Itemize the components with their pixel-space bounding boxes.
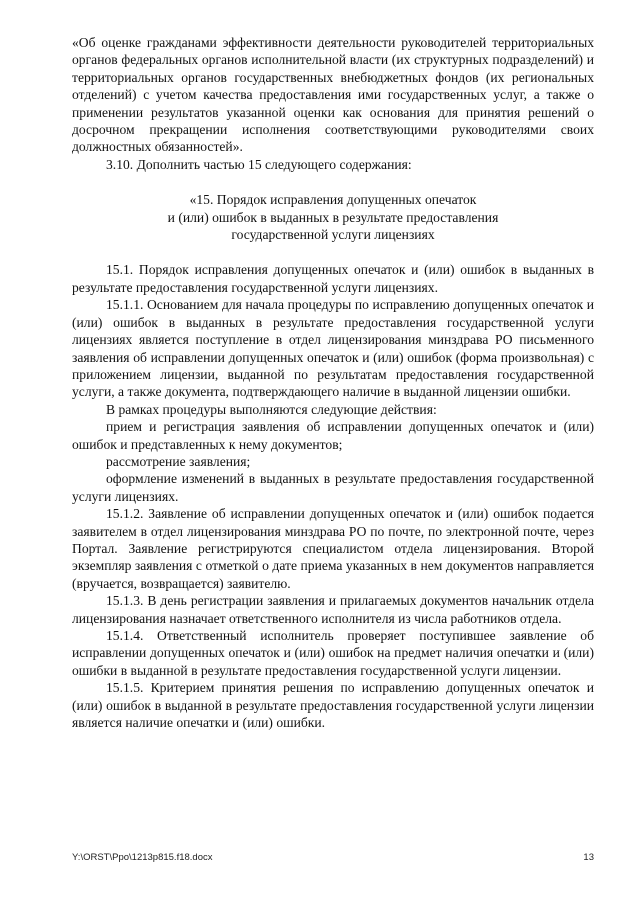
paragraph-15-1-1: 15.1.1. Основанием для начала процедуры по исправлению допущенных опечаток и (или) ошибок в выданных в результате предоставления государственной услуги лицензиях является поступление в отдел лицензирования минздрава РО письменного заявления об исправлении допущенных опечаток и (или) ошибок (форма произвольная) с приложением лицензии, выданной по результатам предоставления государственной услуги, а также документа, подтверждающего наличие в выданной лицензии ошибки.: [72, 297, 594, 400]
paragraph-15-1: 15.1. Порядок исправления допущенных опечаток и (или) ошибок в выданных в результате предоставления государственной услуги лицензиях.: [72, 262, 594, 295]
paragraph-15-1-2: 15.1.2. Заявление об исправлении допущенных опечаток и (или) ошибок подается заявителем в отдел лицензирования минздрава РО по почте, по электронной почте, через Портал. Заявление регистрируются специалистом отдела лицензирования. Второй экземпляр заявления с отметкой о дате приема указанных в нем документов направляется (вручается, возвращается) заявителю.: [72, 506, 594, 591]
section-heading-line-2: и (или) ошибок в выданных в результате предоставления: [167, 209, 499, 225]
section-heading-line-1: «15. Порядок исправления допущенных опечаток: [189, 192, 477, 208]
footer-file-path: Y:\ORST\Ppo\1213p815.f18.docx: [72, 852, 213, 863]
paragraph-procedure-actions: В рамках процедуры выполняются следующие действия:: [106, 401, 437, 417]
list-item-changes: оформление изменений в выданных в результате предоставления государственной услуги лицензиях.: [72, 471, 594, 504]
page-number: 13: [583, 852, 594, 863]
paragraph-quote-title: «Об оценке гражданами эффективности деятельности руководителей территориальных органов федеральных органов исполнительной власти (их структурных подразделений) и территориальных органов государственных внебюджетных фондов (их региональных отделений) с учетом качества предоставления ими государственных услуг, а также о применении результатов указанной оценки как основания для принятия решений о досрочном прекращении исполнения соответствующими руководителями своих должностных обязанностей».: [72, 35, 594, 155]
section-heading-line-3: государственной услуги лицензиях: [231, 227, 435, 243]
paragraph-15-1-5: 15.1.5. Критерием принятия решения по исправлению допущенных опечаток и (или) ошибок в выданной в результате предоставления государственной услуги лицензии является наличие опечатки и (или) ошибки.: [72, 680, 594, 731]
paragraph-15-1-4: 15.1.4. Ответственный исполнитель проверяет поступившее заявление об исправлении допущенных опечаток и (или) ошибок на предмет наличия опечатки и (или) ошибки в выданной в результате предоставления государственной услуги лицензии.: [72, 628, 594, 678]
list-item-review: рассмотрение заявления;: [106, 453, 251, 469]
paragraph-15-1-3: 15.1.3. В день регистрации заявления и прилагаемых документов начальник отдела лицензирования назначает ответственного исполнителя из числа работников отдела.: [72, 593, 594, 626]
list-item-reception: прием и регистрация заявления об исправлении допущенных опечаток и (или) ошибок и представленных к нему документов;: [72, 419, 594, 452]
document-body: [72, 34, 594, 731]
paragraph-3-10: 3.10. Дополнить частью 15 следующего содержания:: [106, 156, 412, 172]
